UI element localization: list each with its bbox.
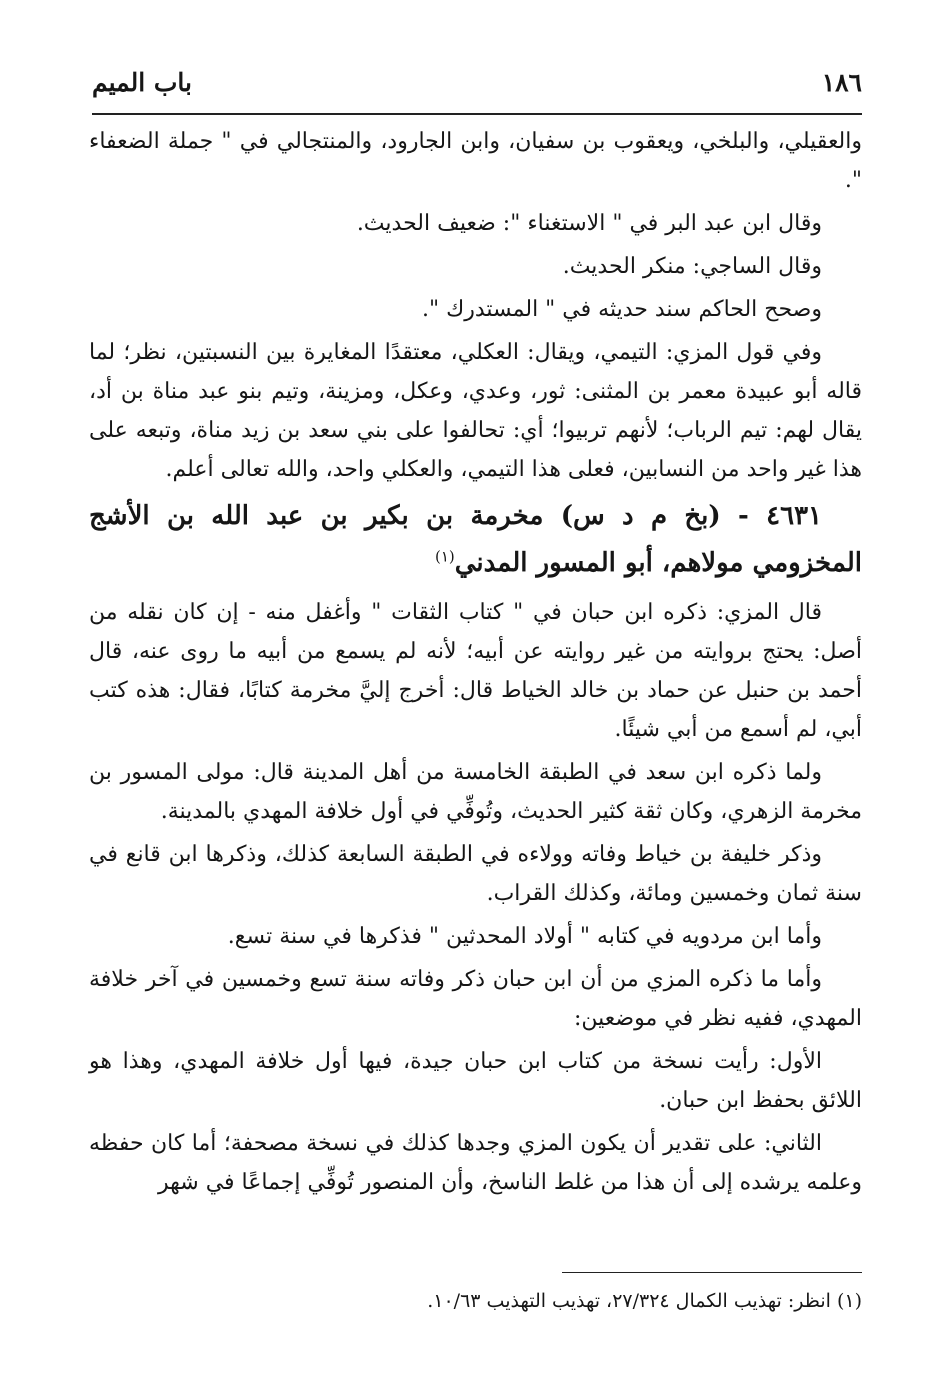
paragraph: الثاني: على تقدير أن يكون المزي وجدها كذلك في نسخة مصحفة؛ أما كان حفظه وعلمه يرشده إلى أن هذا من غلط الناسخ، وأن المنصور تُوفِّي إجماعًا في شهر [89, 1131, 862, 1195]
page-number: ١٨٦ [821, 68, 862, 97]
header-divider [92, 113, 862, 115]
chapter-title: باب الميم [92, 68, 193, 97]
paragraph: وقال ابن عبد البر في " الاستغناء ": ضعيف الحديث. [356, 211, 822, 236]
paragraph: ولما ذكره ابن سعد في الطبقة الخامسة من أهل المدينة قال: مولى المسور بن مخرمة الزهري، وكان ثقة كثير الحديث، وتُوفِّي في أول خلافة المهدي بالمدينة. [89, 760, 862, 824]
footnote: (١) انظر: تهذيب الكمال ٢٧/٣٢٤، تهذيب التهذيب ١٠/٦٣. [427, 1290, 862, 1312]
paragraph: قال المزي: ذكره ابن حبان في " كتاب الثقات " وأغفل منه - إن كان نقله من أصل: يحتج بروايته من غير روايته عن أبيه؛ لأنه لم يسمع من أبيه ما روى عنه، قال أحمد بن حنبل عن حماد بن خالد الخياط قال: أخرج إليَّ مخرمة كتابًا، فقال: هذه كتب أبي، لم أسمع من أبي شيئًا. [89, 600, 862, 742]
entry-heading-text: ٤٦٣١ - (بخ م د س) مخرمة بن بكير بن عبد الله بن الأشج المخزومي مولاهم، أبو المسور المدني [89, 501, 862, 578]
paragraph: وقال الساجي: منكر الحديث. [562, 254, 822, 279]
paragraph: وفي قول المزي: التيمي، ويقال: العكلي، معتقدًا المغايرة بين النسبتين، نظر؛ لما قاله أبو عبيدة معمر بن المثنى: ثور، وعدي، وعكل، ومزينة، وتيم بنو عبد مناة بن أد، يقال لهم: تيم الرباب؛ لأنهم تربيوا؛ أي: تحالفوا على بني سعد بن زيد مناة، وتبعه على هذا غير واحد من النسابين، فعلى هذا التيمي، والعكلي واحد، والله تعالى أعلم. [89, 340, 862, 482]
paragraph: وأما ابن مردويه في كتابه " أولاد المحدثين " فذكرها في سنة تسع. [227, 924, 822, 949]
footnote-divider [562, 1272, 862, 1273]
paragraph: والعقيلي، والبلخي، ويعقوب بن سفيان، وابن الجارود، والمنتجالي في " جملة الضعفاء ". [89, 129, 862, 193]
main-text [89, 122, 862, 1206]
paragraph: وصحح الحاكم سند حديثه في " المستدرك ". [421, 297, 822, 322]
entry-heading [89, 493, 862, 587]
paragraph: وأما ما ذكره المزي من أن ابن حبان ذكر وفاته سنة تسع وخمسين في آخر خلافة المهدي، ففيه نظر في موضعين: [89, 967, 862, 1031]
paragraph: وذكر خليفة بن خياط وفاته وولاءه في الطبقة السابعة كذلك، وذكرها ابن قانع في سنة ثمان وخمسين ومائة، وكذلك القراب. [89, 842, 862, 906]
running-header [92, 62, 862, 106]
footnote-marker: (١) [434, 547, 455, 566]
paragraph: الأول: رأيت نسخة من كتاب ابن حبان جيدة، فيها أول خلافة المهدي، وهذا هو اللائق بحفظ ابن حبان. [89, 1049, 862, 1113]
